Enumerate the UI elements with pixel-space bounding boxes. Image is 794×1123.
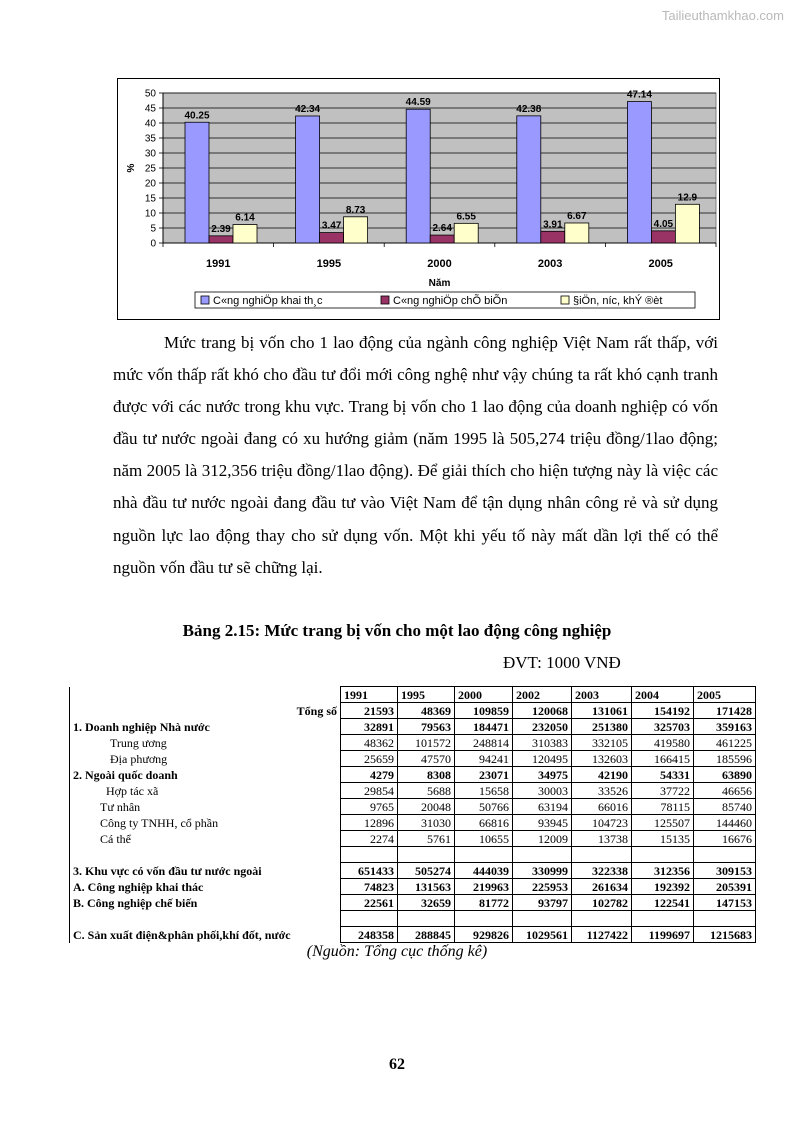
legend-swatch bbox=[561, 296, 569, 304]
table-row bbox=[70, 783, 756, 799]
data-label: 44.59 bbox=[405, 97, 431, 109]
table-row bbox=[70, 815, 756, 831]
cell-value: 461225 bbox=[694, 735, 756, 751]
cell-value: 85740 bbox=[694, 799, 756, 815]
cell-value: 2274 bbox=[341, 831, 398, 847]
cell-value bbox=[398, 911, 455, 927]
table-row bbox=[70, 735, 756, 751]
cell-value: 5761 bbox=[398, 831, 455, 847]
page-number: 62 bbox=[389, 1056, 405, 1073]
cell-value: 42190 bbox=[572, 767, 632, 783]
header-label-cell bbox=[70, 687, 341, 703]
blank-row bbox=[70, 911, 756, 927]
cell-value: 78115 bbox=[632, 799, 694, 815]
cell-value: 261634 bbox=[572, 879, 632, 895]
bar bbox=[320, 233, 344, 243]
cell-value: 46656 bbox=[694, 783, 756, 799]
x-tick-label: 1991 bbox=[206, 258, 231, 270]
cell-value: 50766 bbox=[455, 799, 513, 815]
cell-value: 929826 bbox=[455, 927, 513, 943]
cell-value: 15658 bbox=[455, 783, 513, 799]
row-label: Tư nhân bbox=[70, 799, 341, 815]
cell-value: 63890 bbox=[694, 767, 756, 783]
body-paragraph: Mức trang bị vốn cho 1 lao động của ngành công nghiệp Việt Nam rất thấp, với mức vốn thấp rất khó cho đầu tư đổi mới công nghệ như vậy chúng ta rất khó cạnh tranh được với các nước trong khu vực. Trang bị vốn cho 1 lao động của doanh nghiệp có vốn đầu tư nước ngoài đang có xu hướng giảm (năm 1995 là 505,274 triệu đồng/1lao động; năm 2005 là 312,356 triệu đồng/1lao động). Để giải thích cho hiện tượng này là việc các nhà đầu tư nước ngoài đang đầu tư vào Việt Nam để tận dụng nhân công rẻ và sử dụng nguồn lực lao động thay cho sử dụng vốn. Một khi yếu tố này mất dần lợi thế có thể nguồn vốn đầu tư sẽ chững lại. bbox=[113, 333, 718, 577]
y-tick-label: 30 bbox=[144, 148, 156, 160]
cell-value: 192392 bbox=[632, 879, 694, 895]
bar bbox=[296, 116, 320, 243]
year-header: 2003 bbox=[572, 687, 632, 703]
cell-value: 232050 bbox=[513, 719, 572, 735]
cell-value: 120495 bbox=[513, 751, 572, 767]
row-label: 1. Doanh nghiệp Nhà nước bbox=[70, 719, 341, 735]
data-label: 42.38 bbox=[516, 103, 542, 115]
cell-value bbox=[455, 911, 513, 927]
cell-value bbox=[694, 847, 756, 863]
cell-value: 147153 bbox=[694, 895, 756, 911]
cell-value: 505274 bbox=[398, 863, 455, 879]
cell-value: 166415 bbox=[632, 751, 694, 767]
bar bbox=[406, 109, 430, 243]
data-label: 3.47 bbox=[321, 220, 342, 232]
blank-row bbox=[70, 847, 756, 863]
cell-value: 651433 bbox=[341, 863, 398, 879]
row-label: Trung ương bbox=[70, 735, 341, 751]
legend-swatch bbox=[201, 296, 209, 304]
cell-value: 66816 bbox=[455, 815, 513, 831]
cell-value: 16676 bbox=[694, 831, 756, 847]
cell-value: 330999 bbox=[513, 863, 572, 879]
cell-value: 322338 bbox=[572, 863, 632, 879]
table-row bbox=[70, 895, 756, 911]
table-row bbox=[70, 751, 756, 767]
year-header: 1991 bbox=[341, 687, 398, 703]
year-header: 2002 bbox=[513, 687, 572, 703]
cell-value: 109859 bbox=[455, 703, 513, 719]
cell-value bbox=[341, 911, 398, 927]
cell-value: 22561 bbox=[341, 895, 398, 911]
table-row bbox=[70, 927, 756, 943]
table-row bbox=[70, 767, 756, 783]
y-tick-label: 40 bbox=[144, 118, 156, 130]
legend-label: §iÖn, níc, khÝ ®èt bbox=[573, 295, 663, 307]
cell-value: 79563 bbox=[398, 719, 455, 735]
x-tick-label: 2003 bbox=[537, 258, 563, 270]
bar-chart bbox=[117, 78, 720, 320]
bar bbox=[651, 231, 675, 243]
cell-value: 81772 bbox=[455, 895, 513, 911]
cell-value: 102782 bbox=[572, 895, 632, 911]
row-label: 3. Khu vực có vốn đầu tư nước ngoài bbox=[70, 863, 341, 879]
cell-value: 1199697 bbox=[632, 927, 694, 943]
data-label: 6.67 bbox=[567, 210, 587, 222]
legend-swatch bbox=[381, 296, 389, 304]
bar bbox=[454, 223, 478, 243]
x-axis-label: Năm bbox=[428, 278, 451, 289]
row-label: Tổng số bbox=[70, 703, 341, 719]
row-label: Hợp tác xã bbox=[70, 783, 341, 799]
row-label: A. Công nghiệp khai thác bbox=[70, 879, 341, 895]
cell-value bbox=[572, 911, 632, 927]
data-label: 47.14 bbox=[626, 89, 652, 101]
cell-value: 312356 bbox=[632, 863, 694, 879]
cell-value: 5688 bbox=[398, 783, 455, 799]
cell-value bbox=[694, 911, 756, 927]
data-label: 3.91 bbox=[543, 219, 563, 231]
cell-value: 37722 bbox=[632, 783, 694, 799]
cell-value: 21593 bbox=[341, 703, 398, 719]
cell-value: 13738 bbox=[572, 831, 632, 847]
cell-value: 93797 bbox=[513, 895, 572, 911]
cell-value bbox=[513, 847, 572, 863]
cell-value: 248814 bbox=[455, 735, 513, 751]
data-label: 8.73 bbox=[345, 204, 366, 216]
row-label bbox=[70, 847, 341, 863]
cell-value: 8308 bbox=[398, 767, 455, 783]
y-tick-label: 5 bbox=[150, 223, 156, 235]
bar bbox=[209, 236, 233, 243]
cell-value: 219963 bbox=[455, 879, 513, 895]
cell-value: 9765 bbox=[341, 799, 398, 815]
bar bbox=[233, 225, 257, 243]
table-header-row bbox=[70, 687, 756, 703]
cell-value: 31030 bbox=[398, 815, 455, 831]
cell-value: 185596 bbox=[694, 751, 756, 767]
cell-value: 120068 bbox=[513, 703, 572, 719]
table-row bbox=[70, 831, 756, 847]
watermark: Tailieuthamkhao.com bbox=[661, 8, 784, 23]
bar bbox=[517, 116, 541, 243]
y-tick-label: 10 bbox=[144, 208, 156, 220]
y-tick-label: 0 bbox=[150, 238, 156, 250]
cell-value: 332105 bbox=[572, 735, 632, 751]
cell-value: 225953 bbox=[513, 879, 572, 895]
cell-value: 144460 bbox=[694, 815, 756, 831]
data-label: 42.34 bbox=[295, 103, 321, 115]
data-label: 6.14 bbox=[235, 212, 255, 224]
cell-value: 15135 bbox=[632, 831, 694, 847]
cell-value: 288845 bbox=[398, 927, 455, 943]
bar bbox=[675, 204, 699, 243]
cell-value bbox=[632, 911, 694, 927]
cell-value: 10655 bbox=[455, 831, 513, 847]
y-axis-label: % bbox=[126, 163, 137, 173]
table-row bbox=[70, 879, 756, 895]
year-header: 2000 bbox=[455, 687, 513, 703]
cell-value: 93945 bbox=[513, 815, 572, 831]
cell-value: 101572 bbox=[398, 735, 455, 751]
cell-value: 34975 bbox=[513, 767, 572, 783]
legend-label: C«ng nghiÖp chÕ biÕn bbox=[393, 295, 508, 307]
bar bbox=[344, 217, 368, 243]
cell-value bbox=[455, 847, 513, 863]
chart-svg bbox=[118, 79, 719, 319]
cell-value bbox=[513, 911, 572, 927]
cell-value: 125507 bbox=[632, 815, 694, 831]
cell-value: 12896 bbox=[341, 815, 398, 831]
y-tick-label: 20 bbox=[144, 178, 156, 190]
cell-value: 309153 bbox=[694, 863, 756, 879]
data-label: 12.9 bbox=[677, 192, 698, 204]
cell-value bbox=[632, 847, 694, 863]
cell-value: 12009 bbox=[513, 831, 572, 847]
cell-value bbox=[341, 847, 398, 863]
cell-value: 184471 bbox=[455, 719, 513, 735]
row-label: Công ty TNHH, cổ phần bbox=[70, 815, 341, 831]
y-tick-label: 25 bbox=[144, 163, 156, 175]
cell-value: 122541 bbox=[632, 895, 694, 911]
year-header: 2004 bbox=[632, 687, 694, 703]
data-label: 4.05 bbox=[653, 218, 674, 230]
cell-value: 23071 bbox=[455, 767, 513, 783]
cell-value: 33526 bbox=[572, 783, 632, 799]
cell-value: 251380 bbox=[572, 719, 632, 735]
y-tick-label: 35 bbox=[144, 133, 156, 145]
table-caption: Bảng 2.15: Mức trang bị vốn cho một lao động công nghiệp bbox=[182, 621, 612, 640]
cell-value: 1029561 bbox=[513, 927, 572, 943]
cell-value: 66016 bbox=[572, 799, 632, 815]
x-tick-label: 2000 bbox=[427, 258, 452, 270]
data-label: 2.39 bbox=[211, 223, 231, 235]
year-header: 1995 bbox=[398, 687, 455, 703]
bar bbox=[565, 223, 589, 243]
row-label: C. Sản xuất điện&phân phối,khí đốt, nước bbox=[70, 927, 341, 943]
cell-value: 132603 bbox=[572, 751, 632, 767]
cell-value: 74823 bbox=[341, 879, 398, 895]
cell-value: 48362 bbox=[341, 735, 398, 751]
cell-value: 25659 bbox=[341, 751, 398, 767]
cell-value: 359163 bbox=[694, 719, 756, 735]
x-tick-label: 2005 bbox=[648, 258, 673, 270]
cell-value: 32659 bbox=[398, 895, 455, 911]
cell-value: 154192 bbox=[632, 703, 694, 719]
y-tick-label: 50 bbox=[144, 88, 156, 100]
cell-value bbox=[398, 847, 455, 863]
cell-value: 30003 bbox=[513, 783, 572, 799]
row-label: B. Công nghiệp chế biến bbox=[70, 895, 341, 911]
cell-value: 1215683 bbox=[694, 927, 756, 943]
y-tick-label: 15 bbox=[144, 193, 156, 205]
cell-value: 248358 bbox=[341, 927, 398, 943]
cell-value: 94241 bbox=[455, 751, 513, 767]
cell-value: 325703 bbox=[632, 719, 694, 735]
cell-value: 310383 bbox=[513, 735, 572, 751]
data-label: 40.25 bbox=[184, 110, 210, 122]
table-row bbox=[70, 703, 756, 719]
year-header: 2005 bbox=[694, 687, 756, 703]
cell-value: 205391 bbox=[694, 879, 756, 895]
bar bbox=[185, 122, 209, 243]
cell-value: 131563 bbox=[398, 879, 455, 895]
cell-value: 48369 bbox=[398, 703, 455, 719]
cell-value bbox=[572, 847, 632, 863]
unit-label: ĐVT: 1000 VNĐ bbox=[503, 653, 621, 672]
cell-value: 29854 bbox=[341, 783, 398, 799]
cell-value: 63194 bbox=[513, 799, 572, 815]
cell-value: 20048 bbox=[398, 799, 455, 815]
table-row bbox=[70, 799, 756, 815]
legend-label: C«ng nghiÖp khai th¸c bbox=[213, 295, 323, 307]
y-tick-label: 45 bbox=[144, 103, 156, 115]
data-label: 6.55 bbox=[456, 211, 476, 223]
x-tick-label: 1995 bbox=[316, 258, 342, 270]
cell-value: 54331 bbox=[632, 767, 694, 783]
bar bbox=[627, 102, 651, 243]
row-label: Cá thể bbox=[70, 831, 341, 847]
cell-value: 47570 bbox=[398, 751, 455, 767]
cell-value: 32891 bbox=[341, 719, 398, 735]
cell-value: 4279 bbox=[341, 767, 398, 783]
cell-value: 444039 bbox=[455, 863, 513, 879]
cell-value: 1127422 bbox=[572, 927, 632, 943]
table-row bbox=[70, 863, 756, 879]
data-label: 2.64 bbox=[432, 223, 452, 235]
row-label bbox=[70, 911, 341, 927]
cell-value: 104723 bbox=[572, 815, 632, 831]
table-row bbox=[70, 719, 756, 735]
cell-value: 131061 bbox=[572, 703, 632, 719]
row-label: Địa phương bbox=[70, 751, 341, 767]
cell-value: 171428 bbox=[694, 703, 756, 719]
bar bbox=[541, 231, 565, 243]
cell-value: 419580 bbox=[632, 735, 694, 751]
source-note: (Nguồn: Tổng cục thống kê) bbox=[306, 943, 488, 960]
row-label: 2. Ngoài quốc doanh bbox=[70, 767, 341, 783]
data-table bbox=[69, 686, 756, 943]
bar bbox=[430, 235, 454, 243]
